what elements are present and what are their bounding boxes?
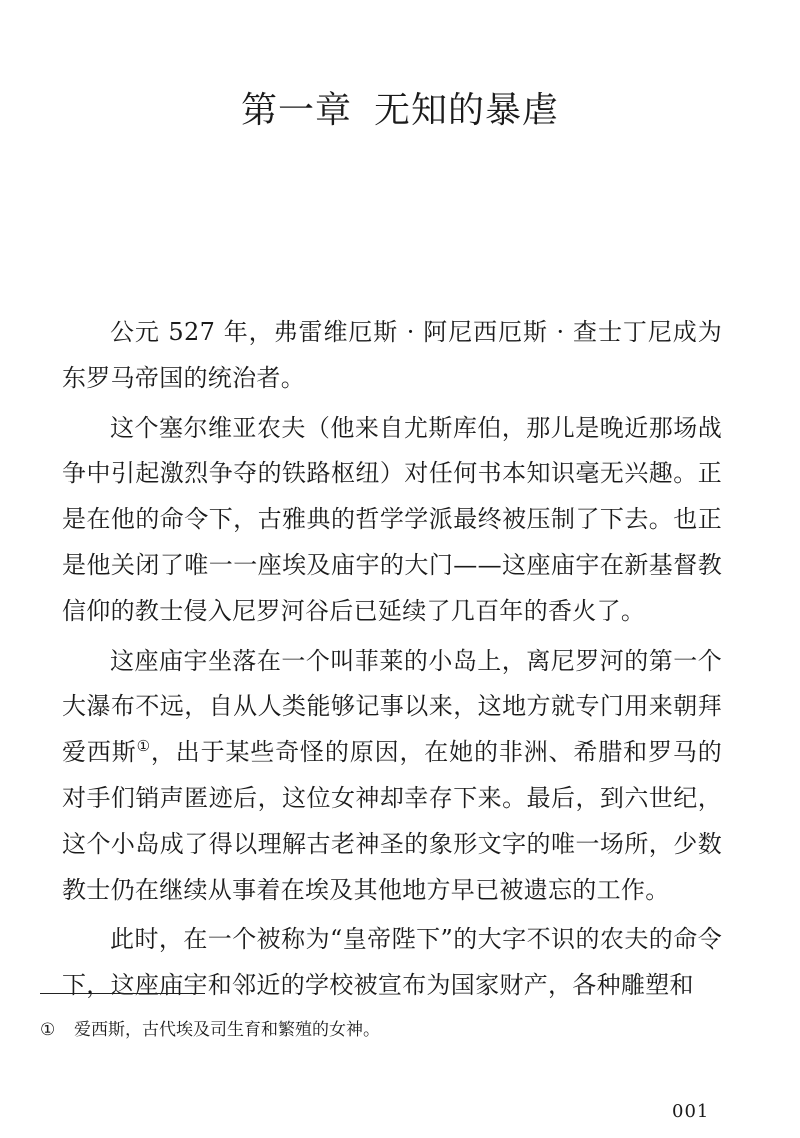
- chapter-name: 无知的暴虐: [374, 90, 560, 131]
- footnote-mark: ①: [40, 1020, 56, 1040]
- paragraph-1: 公元 527 年，弗雷维厄斯 · 阿尼西厄斯 · 查士丁尼成为东罗马帝国的统治者。: [62, 318, 722, 392]
- paragraph-2: 这个塞尔维亚农夫（他来自尤斯库伯，那儿是晚近那场战争中引起激烈争夺的铁路枢纽）对任何书本知识毫无兴趣。正是在他的命令下，古雅典的哲学学派最终被压制了下去。也正是他关闭了唯一一座埃及庙宇的大门——这座庙宇在新基督教信仰的教士侵入尼罗河谷后已延续了几百年的香火了。: [62, 413, 722, 625]
- page-number: 001: [672, 1101, 710, 1122]
- footnote: [40, 1018, 740, 1042]
- footnote-text: 爱西斯，古代埃及司生育和繁殖的女神。: [74, 1020, 380, 1040]
- footnote-divider: [40, 993, 205, 994]
- paragraph-3-after: ，出于某些奇怪的原因，在她的非洲、希腊和罗马的对手们销声匿迹后，这位女神却幸存下来。最后，到六世纪，这个小岛成了得以理解古老神圣的象形文字的唯一场所，少数教士仍在继续从事着在埃及其他地方早已被遗忘的工作。: [62, 738, 723, 904]
- paragraph-3-before: 这座庙宇坐落在一个叫菲莱的小岛上，离尼罗河的第一个大瀑布不远，自从人类能够记事以来，这地方就专门用来朝拜爱西斯: [62, 646, 722, 767]
- paragraph-4: 此时，在一个被称为“皇帝陛下”的大字不识的农夫的命令下，这座庙宇和邻近的学校被宣布为国家财产，各种雕塑和: [62, 925, 722, 1000]
- chapter-title: [0, 82, 800, 133]
- paragraph-3: [62, 639, 722, 914]
- footnote-reference: ①: [136, 737, 151, 756]
- body-text: [62, 310, 722, 1013]
- chapter-number: 第一章: [240, 90, 352, 131]
